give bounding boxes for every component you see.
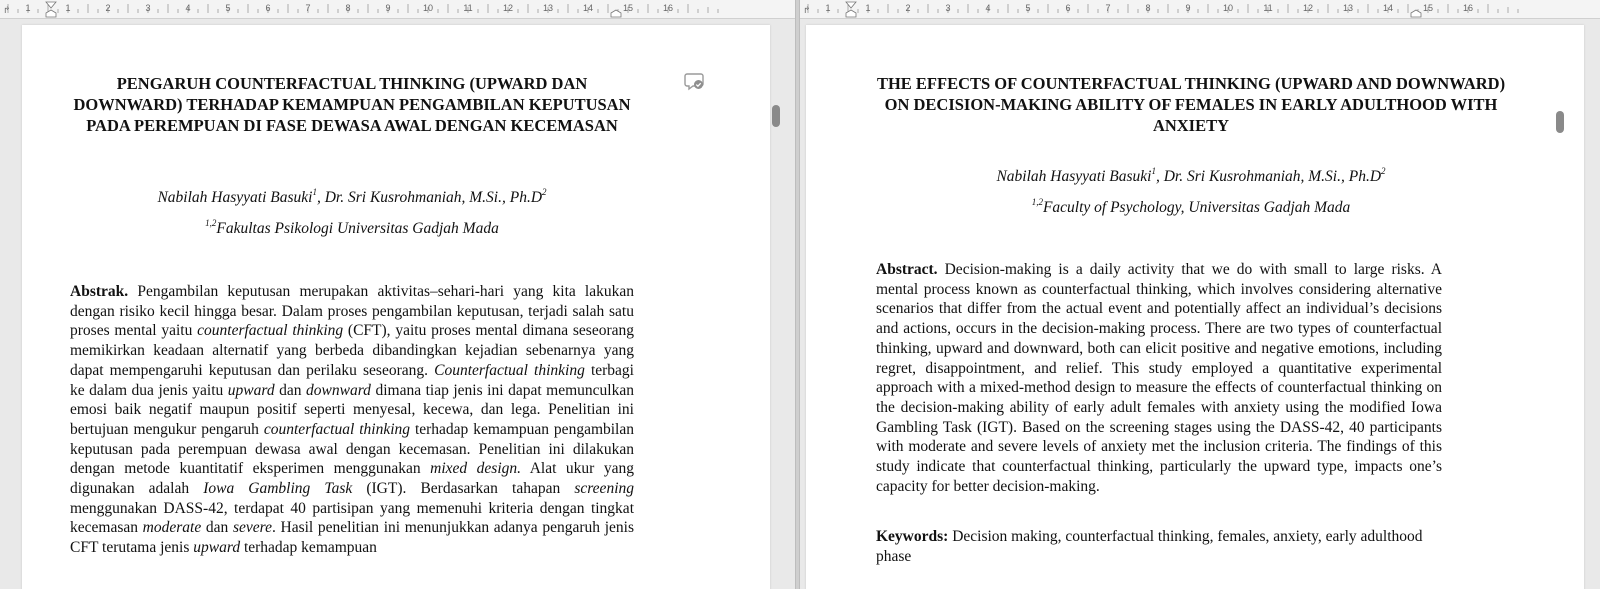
ruler-number: 1 [865,3,871,13]
abstract-paragraph [876,260,1442,496]
ruler-number: 14 [582,3,594,13]
author-superscript: 2 [1381,166,1386,176]
keywords-paragraph [876,527,1442,566]
affiliation: Fakultas Psikologi Universitas Gadjah Mada [216,220,499,237]
ruler-number: 3 [945,3,951,13]
abstract-label: Abstrak. [70,283,129,300]
abstract-text-run: menggunakan DASS-42, terdapat 40 partisipan yang memenuhi kriteria dengan tingkat kecemasan [70,499,634,537]
abstract-italic-term: mixed design. [430,460,522,478]
abstract-text-run: terhadap kemampuan pengambilan keputusan pada perempuan dewasa awal dengan kecemasan. Penelitian ini dilakukan dengan metode kuantitatif eksperimen menggunakan [70,420,634,478]
author-name: Nabilah Hasyyati Basuki [996,168,1152,185]
abstract-italic-term: upward [227,381,275,399]
document-pane-english[interactable] [800,0,1600,589]
ruler-number: 4 [185,3,191,13]
ruler-number: 16 [1462,3,1474,13]
abstract-italic-term: severe [232,519,272,537]
affiliation: Faculty of Psychology, Universitas Gadjah Mada [1042,199,1351,216]
abstract-text-run: . Hasil penelitian ini menunjukkan adanya pengaruh jenis CFT terutama jenis [70,519,634,557]
right-indent-marker[interactable] [611,10,621,17]
document-page[interactable] [22,25,770,589]
right-indent-marker[interactable] [1411,10,1421,17]
abstract-italic-term: Counterfactual thinking [434,361,585,379]
ruler-number: 3 [145,3,151,13]
ruler-number: 9 [385,3,391,13]
ruler-number: 10 [1222,3,1234,13]
scrollbar-thumb[interactable] [1556,111,1564,133]
ruler-number: 14 [1382,3,1394,13]
abstract-italic-term: screening [574,480,634,498]
abstract-text-run: terbagi ke dalam dua jenis yaitu [70,361,634,399]
abstract-italic-term: counterfactual thinking [197,322,344,340]
abstract-label: Abstract. [876,261,938,278]
paper-title: PENGARUH COUNTERFACTUAL THINKING (UPWARD DAN DOWNWARD) TERHADAP KEMAMPUAN PENGAMBILAN KEPUTUSAN PADA PEREMPUAN DI FASE DEWASA AWAL DENGAN KECEMASAN [73,74,631,135]
abstract-italic-term: downward [306,381,371,399]
author-separator: , [316,189,325,206]
scrollbar-thumb[interactable] [772,105,780,127]
author-line [70,189,634,207]
indent-marker[interactable] [846,2,856,17]
ruler-number: 11 [1263,3,1273,13]
ruler-number: 4 [985,3,991,13]
document-page[interactable] [806,25,1584,589]
affiliation-line [70,220,634,238]
author-superscript: 1 [1151,166,1156,176]
abstract-text-run: Alat ukur yang digunakan adalah [70,460,634,498]
ruler-number: 5 [225,3,231,13]
ruler-number: 12 [1302,3,1314,13]
abstract-italic-term: upward [193,539,241,557]
author-superscript: 2 [542,187,547,197]
abstract-paragraph [70,282,634,558]
abstract-body [70,283,634,556]
affiliation-superscript: 1,2 [1031,197,1043,207]
author-name: Dr. Sri Kusrohmaniah, M.Si., Ph.D [324,189,543,206]
ruler-scale [800,0,1600,18]
ruler-number: 9 [1185,3,1191,13]
document-pane-indonesian[interactable] [0,0,795,589]
ruler-number: 5 [1025,3,1031,13]
ruler-number: 1 [825,3,831,13]
author-name: Dr. Sri Kusrohmaniah, M.Si., Ph.D [1163,168,1382,185]
ruler-number: 10 [422,3,434,13]
abstract-text-run: (IGT). Berdasarkan tahapan [352,480,575,498]
ruler-number: 6 [265,3,271,13]
affiliation-line [876,199,1506,217]
indent-marker[interactable] [46,2,56,17]
abstract-text-run: dan [274,381,307,399]
author-separator: , [1155,168,1164,185]
abstract-italic-term: Iowa Gambling Task [203,480,353,498]
abstract-text-run: Pengambilan keputusan merupakan aktivitas–sehari-hari yang kita lakukan dengan risiko kecil hingga besar. Dalam proses pengambilan keputusan, terjadi salah satu proses mental yaitu [70,283,634,340]
abstract-italic-term: moderate [142,519,202,537]
ruler-number: 6 [1065,3,1071,13]
abstract-text-run: (CFT), yaitu proses mental dimana seseorang memikirkan keadaan alternatif yang berbeda dibandingkan kejadian sebenarnya yang dapat mempengaruhi keputusan dan perilaku seseorang. [70,322,634,379]
ruler-number: 13 [1342,3,1354,13]
ruler-number: 15 [622,3,634,13]
ruler-number: 2 [905,3,911,13]
ruler-scale [0,0,795,18]
paper-title: THE EFFECTS OF COUNTERFACTUAL THINKING (UPWARD AND DOWNWARD) ON DECISION-MAKING ABILITY OF FEMALES IN EARLY ADULTHOOD WITH ANXIETY [876,74,1506,135]
tab-stop-icon[interactable]: ↱ [3,5,11,15]
tab-stop-icon[interactable]: ↱ [803,5,811,15]
abstract-text-run: dan [201,519,233,537]
author-name: Nabilah Hasyyati Basuki [157,189,313,206]
ruler-number: 7 [305,3,311,13]
abstract-text-run: terhadap kemampuan [240,539,377,557]
ruler-number: 12 [502,3,514,13]
keywords-text: Decision making, counterfactual thinking, females, anxiety, early adulthood phase [876,528,1423,565]
keywords-label: Keywords: [876,528,949,545]
ruler-number: 1 [65,3,71,13]
ruler-number: 11 [463,3,473,13]
abstract-body: Decision-making is a daily activity that we do with small to large risks. A mental process known as counterfactual thinking, which involves considering alternative scenarios that differ from the actual event and potentially affect an individual’s decisions and actions, occurs in the decision-making process. There are two types of counterfactual thinking, upward and downward, both can elicit positive and negative emotions, including regret, disappointment, and relief. This study employed a quantitative experimental approach with a mixed-method design to measure the effects of counterfactual thinking on the decision-making ability of early adult females with anxiety using the modified Iowa Gambling Task (IGT). Based on the screening stages using the DASS-42, 40 participants with moderate and severe levels of anxiety met the inclusion criteria. The findings of this study indicate that counterfactual thinking, particularly the upward type, impacts one’s capacity for better decision-making. [876,261,1442,495]
horizontal-ruler[interactable] [0,0,795,19]
abstract-text-run: dimana tiap jenis ini dapat memunculkan emosi baik negatif maupun positif seperti menyesal, kecewa, dan lega. Penelitian ini bertujuan mengukur pengaruh [70,381,634,438]
ruler-number: 8 [345,3,351,13]
horizontal-ruler[interactable] [800,0,1600,19]
abstract-italic-term: counterfactual thinking [263,420,411,438]
ruler-number: 1 [25,3,31,13]
affiliation-superscript: 1,2 [205,218,217,228]
ruler-number: 7 [1105,3,1111,13]
ruler-number: 15 [1422,3,1434,13]
ruler-number: 13 [542,3,554,13]
comment-resolved-icon[interactable] [684,71,704,91]
author-line [876,168,1506,186]
ruler-number: 16 [662,3,674,13]
ruler-number: 2 [105,3,111,13]
ruler-number: 8 [1145,3,1151,13]
vertical-scrollbar[interactable] [1556,25,1566,585]
author-superscript: 1 [312,187,317,197]
vertical-scrollbar[interactable] [772,25,782,585]
